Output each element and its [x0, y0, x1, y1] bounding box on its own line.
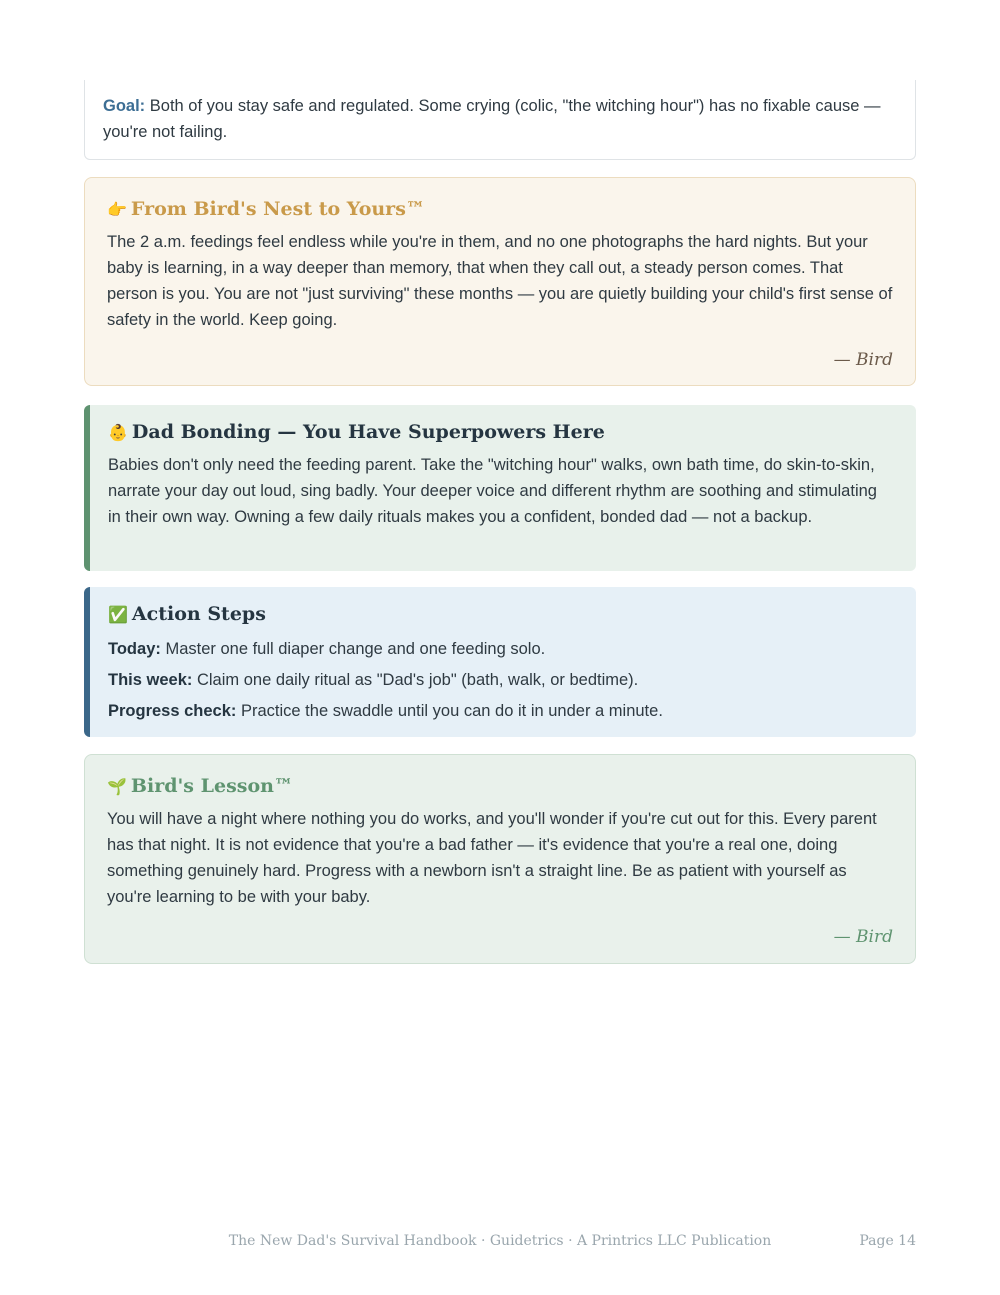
- birds-lesson-body: You will have a night where nothing you do works, and you'll wonder if you're cut out for this. Every parent has that night. It is not evidence that you're a bad father — it's evidence that you're a real one, doing something genuinely hard. Progress with a newborn isn't a straight line. Be as patient with yourself as you're learning to be with your baby.: [107, 810, 877, 906]
- action-step-text: Claim one daily ritual as "Dad's job" (bath, walk, or bedtime).: [192, 671, 639, 689]
- page-footer: [0, 1233, 1000, 1253]
- footer-publication: The New Dad's Survival Handbook · Guidetrics · A Printrics LLC Publication: [228, 1233, 772, 1249]
- dad-bonding-body: Babies don't only need the feeding parent. Take the "witching hour" walks, own bath time, do skin-to-skin, narrate your day out loud, sing badly. Your deeper voice and different rhythm are soothing and stimulating in their own way. Owning a few daily rituals makes you a confident, bonded dad — not a backup.: [108, 456, 877, 526]
- birds-nest-callout: [84, 177, 916, 386]
- action-step-text: Practice the swaddle until you can do it in under a minute.: [236, 702, 663, 720]
- seedling-icon: 🌱: [107, 777, 127, 796]
- goal-label: Goal:: [103, 97, 146, 115]
- birds-lesson-signature: — Bird: [833, 927, 893, 947]
- action-step-progress-check: [108, 696, 894, 727]
- dad-bonding-callout: [84, 405, 916, 571]
- action-step-this-week: [108, 665, 894, 696]
- goal-text: Both of you stay safe and regulated. Some crying (colic, "the witching hour") has no fixable cause — you're not failing.: [103, 97, 881, 141]
- action-step-today: [108, 634, 894, 665]
- pointing-hand-icon: 👉: [107, 200, 127, 219]
- goal-card: [84, 80, 916, 160]
- action-step-text: Master one full diaper change and one feeding solo.: [160, 640, 546, 658]
- birds-lesson-callout: [84, 754, 916, 964]
- action-steps-heading: [108, 602, 894, 627]
- birds-nest-title: From Bird's Nest to Yours™: [130, 198, 425, 220]
- check-mark-icon: ✅: [108, 605, 128, 624]
- dad-bonding-title: Dad Bonding — You Have Superpowers Here: [131, 421, 605, 443]
- action-step-label: Progress check:: [108, 702, 237, 720]
- page-number: Page 14: [859, 1233, 916, 1249]
- dad-bonding-heading: [108, 420, 894, 445]
- action-step-label: This week:: [108, 671, 193, 689]
- birds-nest-body: The 2 a.m. feedings feel endless while you're in them, and no one photographs the hard nights. But your baby is learning, in a way deeper than memory, that when they call out, a steady person comes. That person is you. You are not "just surviving" these months — you are quietly building your child's first sense of safety in the world. Keep going.: [107, 233, 893, 329]
- birds-lesson-title: Bird's Lesson™: [130, 775, 293, 797]
- birds-lesson-heading: [107, 774, 893, 799]
- action-steps-callout: [84, 587, 916, 737]
- baby-face-icon: 👶: [108, 423, 128, 442]
- goal-paragraph: [103, 93, 897, 145]
- action-steps-title: Action Steps: [131, 603, 266, 625]
- birds-nest-heading: [107, 197, 893, 222]
- birds-nest-signature: — Bird: [833, 350, 893, 370]
- action-step-label: Today:: [108, 640, 161, 658]
